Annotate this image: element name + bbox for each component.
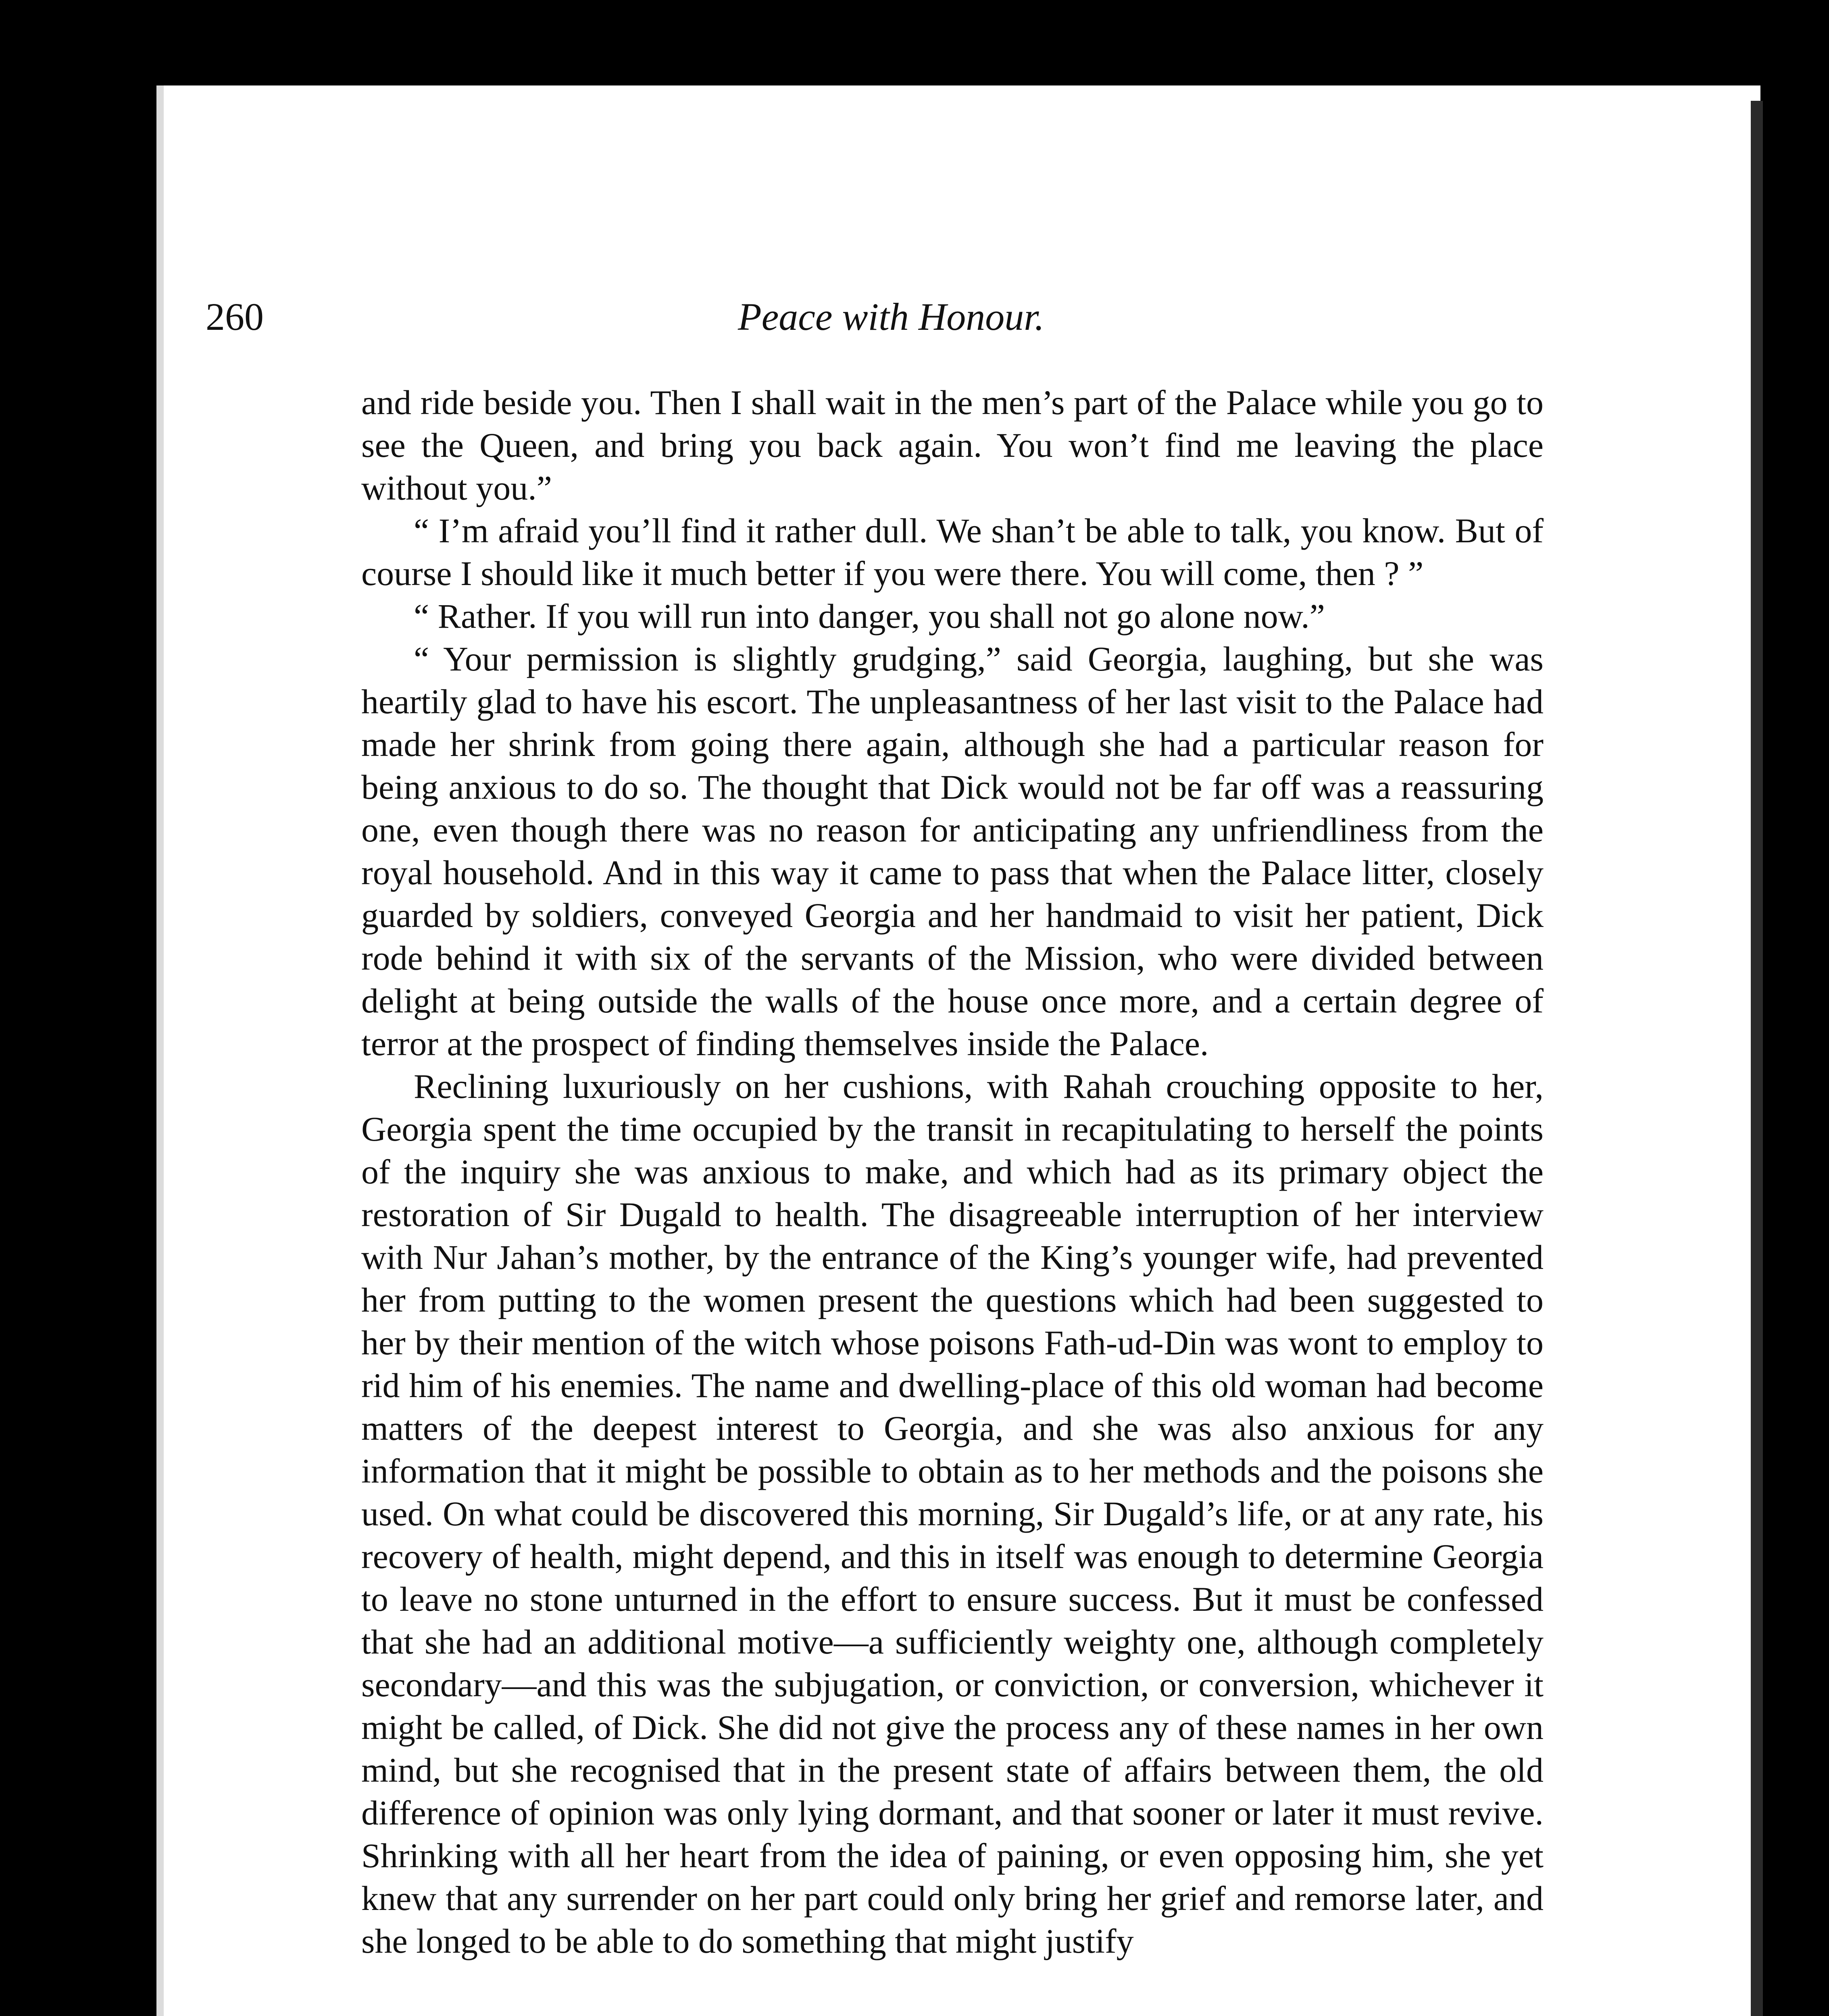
paragraph-1: and ride beside you. Then I shall wait in the men’s part of the Palace while you go to see the Queen, and bring you back again. You won’t find me leaving the place without you.” bbox=[361, 383, 1544, 507]
paragraph-2: “ I’m afraid you’ll find it rather dull. We shan’t be able to talk, you know. But of course I should like it much better if you were there. You will come, then ? ” bbox=[361, 511, 1544, 593]
body-text bbox=[361, 381, 1544, 1962]
paragraph-5: Reclining luxuriously on her cushions, with Rahah crouching opposite to her, Georgia spent the time occupied by the transit in recapitulating to herself the points of the inquiry she was anxious to make, and which had as its primary object the restoration of Sir Dugald to health. The disagreeable interruption of her interview with Nur Jahan’s mother, by the entrance of the King’s younger wife, had prevented her from putting to the women present the questions which had been suggested to her by their mention of the witch whose poisons Fath-ud-Din was wont to employ to rid him of his enemies. The name and dwelling-place of this old woman had become matters of the deepest interest to Georgia, and she was also anxious for any information that it might be possible to obtain as to her methods and the poisons she used. On what could be discovered this morning, Sir Dugald’s life, or at any rate, his recovery of health, might depend, and this in itself was enough to determine Georgia to leave no stone unturned in the effort to ensure success. But it must be confessed that she had an additional motive—a sufficiently weighty one, although completely secondary—and this was the subjugation, or conviction, or conversion, whichever it might be called, of Dick. She did not give the process any of these names in her own mind, but she recognised that in the present state of affairs between them, the old difference of opinion was only lying dormant, and that sooner or later it must revive. Shrinking with all her heart from the idea of paining, or even opposing him, she yet knew that any surrender on her part could only bring her grief and remorse later, and she longed to be able to do something that might justify bbox=[361, 1067, 1544, 1960]
page-edge-shadow bbox=[1751, 101, 1763, 2016]
page-header bbox=[206, 282, 1577, 347]
page-number: 260 bbox=[206, 295, 264, 338]
paragraph-4: “ Your permission is slightly grudging,” said Georgia, laughing, but she was heartily glad to have his escort. The unpleasantness of her last visit to the Palace had made her shrink from going there again, although she had a particular reason for being anxious to do so. The thought that Dick would not be far off was a reassuring one, even though there was no reason for anticipating any unfriendliness from the royal household. And in this way it came to pass that when the Palace litter, closely guarded by soldiers, conveyed Georgia and her handmaid to visit her patient, Dick rode behind it with six of the servants of the Mission, who were divided between delight at being outside the walls of the house once more, and a certain degree of terror at the prospect of finding themselves inside the Palace. bbox=[361, 639, 1544, 1063]
paragraph-3: “ Rather. If you will run into danger, you shall not go alone now.” bbox=[414, 597, 1325, 635]
running-title: Peace with Honour. bbox=[738, 295, 1044, 338]
